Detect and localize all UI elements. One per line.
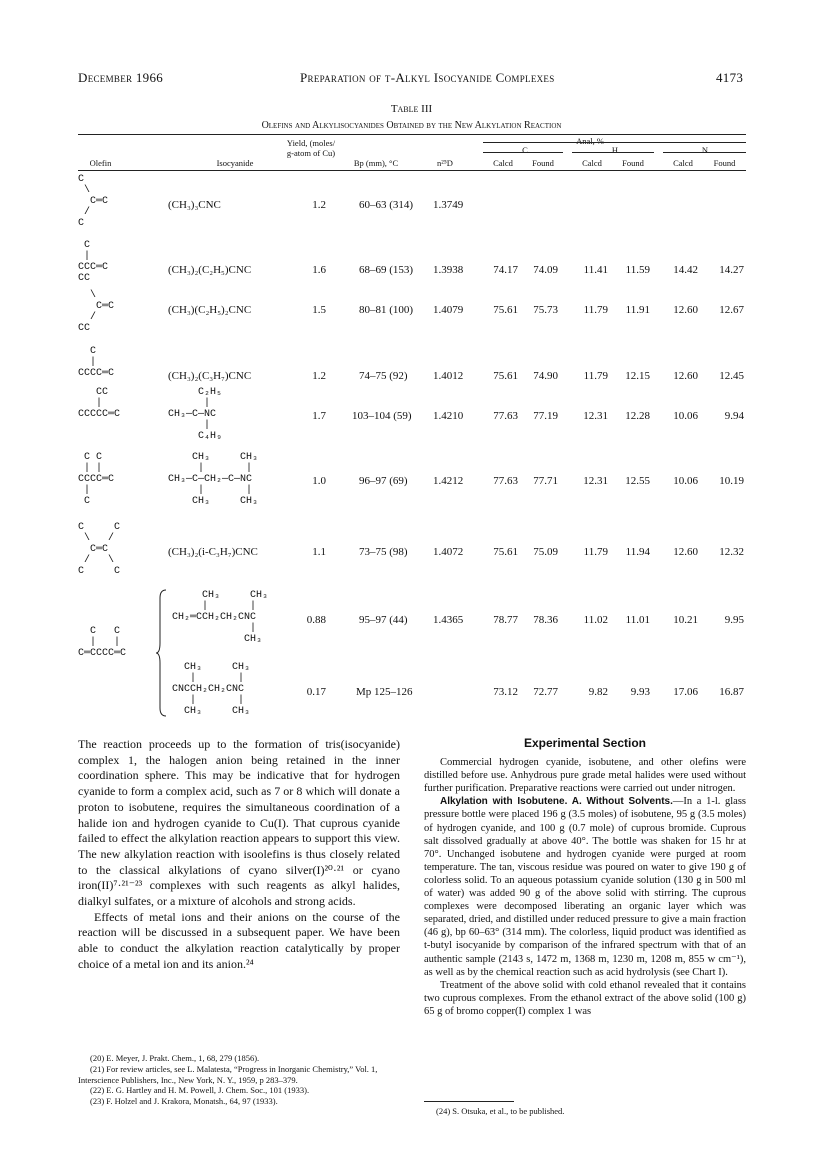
n-calcd-val: 10.06 xyxy=(673,410,698,422)
body-paragraph: The reaction proceeds up to the formation of tris(isocyanide) complex 1, the halogen anion being retained in the inner coordination sphere. This may be indicative that for hydrogen cyanide to form a complex acid, such as 7 or 8 which will donate a proton to isobutene, requires the simultaneous coordination of a halide ion and hydrogen cyanide to Cu(I). That cuprous cyanide failed to effect the alkylation reaction appears to support this view. The new alkylation reaction with isoolefins is thus closely related to the classical alkylations of cyano silver(I)²⁰·²¹ or cyano iron(II)⁷·²¹⁻²³ complexes with such reagents as alkyl halides, dialkyl sulfates, or a mixture of alcohols and strong acids. xyxy=(78,737,400,909)
left-footnotes xyxy=(78,1053,400,1107)
n-calcd-val: 14.42 xyxy=(673,264,698,276)
col-nd: n²⁵D xyxy=(437,158,453,168)
n-calcd-val: 17.06 xyxy=(673,686,698,698)
n-calcd-val: 10.21 xyxy=(673,614,698,626)
col-c: C xyxy=(522,145,528,155)
c-found: Found xyxy=(532,158,554,168)
h-calcd-val: 11.79 xyxy=(583,370,608,382)
yield: 1.1 xyxy=(312,546,326,558)
h-calcd-val: 11.79 xyxy=(583,546,608,558)
run-in-heading: Alkylation with Isobutene. A. Without Solvents. xyxy=(440,796,673,808)
bp: 73–75 (98) xyxy=(359,546,408,558)
h-calcd-val: 11.79 xyxy=(583,304,608,316)
nd: 1.4210 xyxy=(433,410,464,422)
footnote: (22) E. G. Hartley and H. M. Powell, J. Chem. Soc., 101 (1933). xyxy=(90,1085,310,1096)
nd: 1.4212 xyxy=(433,475,464,487)
isocyanide-formula: (CH₃)₃CNC xyxy=(168,199,221,211)
h-calcd-val: 11.41 xyxy=(583,264,608,276)
c-found-val: 78.36 xyxy=(533,614,558,626)
yield: 1.2 xyxy=(312,199,326,211)
footnote: (23) F. Holzel and J. Krakora, Monatsh., 64, 97 (1933). xyxy=(90,1096,278,1107)
footnote: (21) For review articles, see L. Malatesta, “Progress in Inorganic Chemistry,” Vol. 1, Interscience Publishers, Inc., New York, N. Y., 1959, p 283–379. xyxy=(78,1063,378,1085)
c-calcd: Calcd xyxy=(493,158,513,168)
olefin-structure: \ C═C / CC xyxy=(78,290,115,334)
yield: 1.2 xyxy=(312,370,326,382)
olefin-structure: C C \ / C═C / \ C C xyxy=(78,522,121,577)
bp: 103–104 (59) xyxy=(352,410,412,422)
c-found-val: 74.09 xyxy=(533,264,558,276)
n-calcd-val: 12.60 xyxy=(673,370,698,382)
yield: 0.88 xyxy=(306,614,326,626)
body-paragraph xyxy=(424,795,746,978)
table-header-rule xyxy=(78,170,746,171)
n-calcd: Calcd xyxy=(673,158,693,168)
section-title: Experimental Section xyxy=(523,736,647,750)
isocyanide-formula: CH₃ CH₃ | | CNCCH₂CH₂CNC | | CH₃ CH₃ xyxy=(172,662,251,717)
olefin-structure: C \ C═C / C xyxy=(78,174,109,229)
n-found-val: 16.87 xyxy=(719,686,744,698)
bp: 96–97 (69) xyxy=(359,475,408,487)
h-calcd-val: 12.31 xyxy=(583,410,608,422)
isocyanide-formula: (CH₃)(C₂H₅)₂CNC xyxy=(168,304,252,316)
n-found-val: 14.27 xyxy=(719,264,744,276)
n-found-val: 9.95 xyxy=(724,614,744,626)
h-found-val: 12.55 xyxy=(625,475,650,487)
isocyanide-formula: (CH₃)₂(i-C₃H₇)CNC xyxy=(168,546,258,558)
c-calcd-val: 75.61 xyxy=(493,370,518,382)
h-found-val: 11.59 xyxy=(625,264,650,276)
bp: 74–75 (92) xyxy=(359,370,408,382)
running-header-date: December 1966 xyxy=(78,70,164,85)
isocyanide-formula: (CH₃)₂(C₂H₅)CNC xyxy=(168,264,252,276)
left-column-body xyxy=(78,737,400,973)
isocyanide-formula: (CH₃)₂(C₃H₇)CNC xyxy=(168,370,252,382)
right-footnotes xyxy=(424,1106,746,1117)
n-calcd-val: 10.06 xyxy=(673,475,698,487)
table-subtitle: Olefins and Alkylisocyanides Obtained by the New Alkylation Reaction xyxy=(261,120,562,131)
h-calcd-val: 12.31 xyxy=(583,475,608,487)
c-found-val: 77.71 xyxy=(533,475,558,487)
n-calcd-val: 12.60 xyxy=(673,304,698,316)
c-found-val: 75.09 xyxy=(533,546,558,558)
h-found: Found xyxy=(622,158,644,168)
nd: 1.4012 xyxy=(433,370,464,382)
n-found-val: 12.32 xyxy=(719,546,744,558)
h-found-val: 9.93 xyxy=(630,686,650,698)
c-calcd-val: 75.61 xyxy=(493,546,518,558)
c-found-val: 77.19 xyxy=(533,410,558,422)
bracket-brace xyxy=(156,588,168,718)
yield: 1.0 xyxy=(312,475,326,487)
c-found-val: 75.73 xyxy=(533,304,558,316)
h-rule xyxy=(572,152,654,153)
body-paragraph: Treatment of the above solid with cold ethanol revealed that it contains two cuprous complexes. From the ethanol extract of the above solid (100 g) 65 g of bromo copper(I) complex 1 was xyxy=(424,979,746,1017)
olefin-structure: CC | CCCCC═C xyxy=(78,387,121,420)
nd: 1.4365 xyxy=(433,614,464,626)
olefin-structure: C C | | C═CCCC═C xyxy=(78,626,127,659)
c-calcd-val: 74.17 xyxy=(493,264,518,276)
h-found-val: 12.28 xyxy=(625,410,650,422)
yield: 1.7 xyxy=(312,410,326,422)
c-calcd-val: 77.63 xyxy=(493,475,518,487)
bp: 60–63 (314) xyxy=(359,199,414,211)
body-paragraph: Effects of metal ions and their anions on the course of the reaction will be discussed in a subsequent paper. We have been able to conduct the alkylation reaction catalytically by proper choice of a metal ion and its anion.²⁴ xyxy=(78,909,400,971)
paragraph-text: —In a 1-l. glass pressure bottle were placed 196 g (3.5 moles) of isobutene, 95 g (3.5 moles) of hydrogen cyanide, and 100 g (0.7 mole) of cuprous bromide. Cuprous salt dissolved gradually at above 40°. The bottle was shaken for 15 hr at 70°. Unchanged isobutene and hydrogen cyanide were purged at room temperature. The tan, viscous residue was poured on water to give 190 g of colorless solid. To an aqueous potassium cyanide solution (130 g in 500 ml of water) was added 90 g of the above solid with stirring. The cuprous complexes were decomposed liberating an organic layer which was separated, dried, and distilled under reduced pressure to give a main fraction (46 g), bp 60–63° (314 mm). The colorless, liquid product was identified as t-butyl isocyanide by comparison of the infrared spectrum with that of an authentic sample (2143 s, 1472 m, 1368 m, 1230 m, 1208 m, 855 w cm⁻¹), as well as by the chemical reaction such as acid hydrolysis (see Chart I). xyxy=(424,796,746,978)
table-top-rule xyxy=(78,134,746,135)
h-found-val: 11.91 xyxy=(625,304,650,316)
col-h: H xyxy=(611,145,619,155)
bp: 68–69 (153) xyxy=(359,264,414,276)
footnote: (20) E. Meyer, J. Prakt. Chem., 1, 68, 279 (1856). xyxy=(90,1053,260,1063)
isocyanide-formula: CH₃ CH₃ | | CH₂═CCH₂CH₂CNC | CH₃ xyxy=(172,590,269,645)
n-rule xyxy=(663,152,746,153)
h-calcd-val: 9.82 xyxy=(588,686,608,698)
c-found-val: 72.77 xyxy=(533,686,558,698)
nd: 1.3938 xyxy=(433,264,464,276)
nd: 1.4079 xyxy=(433,304,464,316)
page-number: 4173 xyxy=(716,70,744,85)
h-calcd-val: 11.02 xyxy=(583,614,608,626)
c-calcd-val: 73.12 xyxy=(493,686,518,698)
footnote: (24) S. Otsuka, et al., to be published. xyxy=(436,1106,565,1116)
n-found-val: 12.45 xyxy=(719,370,744,382)
n-found-val: 10.19 xyxy=(719,475,744,487)
col-bp: Bp (mm), °C xyxy=(353,158,399,168)
h-calcd: Calcd xyxy=(582,158,602,168)
bp: 80–81 (100) xyxy=(359,304,414,316)
olefin-structure: C C | | CCCC═C | C xyxy=(78,452,115,507)
anal-rule xyxy=(483,142,746,143)
yield: 0.17 xyxy=(306,686,326,698)
olefin-structure: C | CCC═C CC xyxy=(78,240,109,284)
isocyanide-formula: C₂H₅ | CH₃—C—NC | C₄H₉ xyxy=(168,387,223,442)
nd: 1.4072 xyxy=(433,546,464,558)
olefin-structure: C | CCCC═C xyxy=(78,346,115,379)
c-rule xyxy=(483,152,563,153)
yield: 1.5 xyxy=(312,304,326,316)
n-found-val: 12.67 xyxy=(719,304,744,316)
n-found-val: 9.94 xyxy=(724,410,744,422)
c-found-val: 74.90 xyxy=(533,370,558,382)
body-paragraph: Commercial hydrogen cyanide, isobutene, and other olefins were distilled before use. Anhydrous pure grade metal halides were used without further purification. Preparative reactions were carried out under nitrogen. xyxy=(424,757,746,795)
nd: 1.3749 xyxy=(433,199,464,211)
c-calcd-val: 77.63 xyxy=(493,410,518,422)
running-header-title: Preparation of t-Alkyl Isocyanide Complexes xyxy=(300,70,555,85)
c-calcd-val: 78.77 xyxy=(493,614,518,626)
n-found: Found xyxy=(713,158,736,168)
c-calcd-val: 75.61 xyxy=(493,304,518,316)
footnote-rule xyxy=(424,1101,514,1102)
col-n: N xyxy=(701,145,709,155)
right-column-body xyxy=(424,737,746,1018)
col-yield: Yield, (moles/ g-atom of Cu) xyxy=(286,138,336,158)
bp: Mp 125–126 xyxy=(356,686,413,698)
col-anal: Anal, % xyxy=(576,136,604,146)
bp: 95–97 (44) xyxy=(359,614,408,626)
table-title: Table III xyxy=(390,103,433,115)
h-found-val: 11.94 xyxy=(625,546,650,558)
h-found-val: 11.01 xyxy=(625,614,650,626)
n-calcd-val: 12.60 xyxy=(673,546,698,558)
col-isocyanide: Isocyanide xyxy=(216,158,254,168)
col-olefin: Olefin xyxy=(89,158,112,168)
h-found-val: 12.15 xyxy=(625,370,650,382)
isocyanide-formula: CH₃ CH₃ | | CH₃—C—CH₂—C—NC | | CH₃ CH₃ xyxy=(168,452,259,507)
yield: 1.6 xyxy=(312,264,326,276)
